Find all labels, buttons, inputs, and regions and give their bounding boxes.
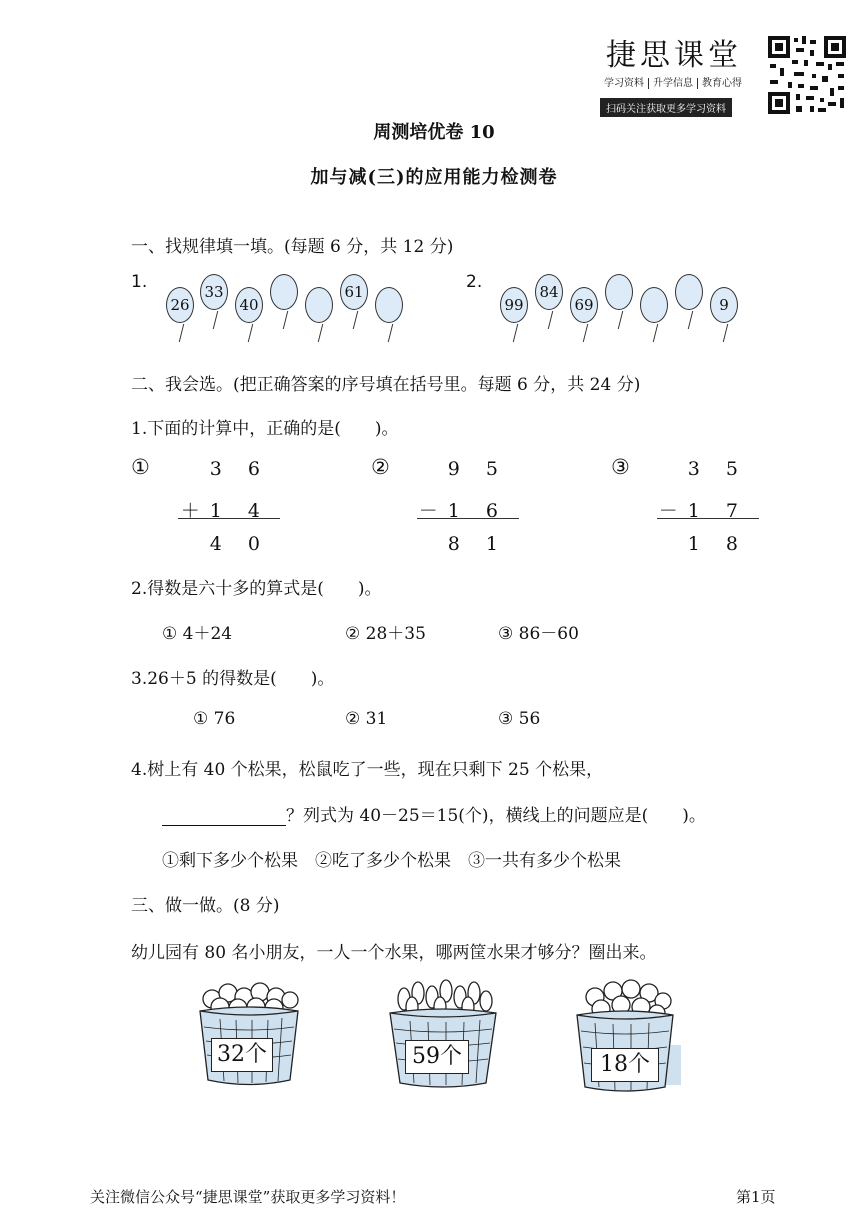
section1-heading: 一、找规律填一填。(每题 6 分，共 12 分) [131, 237, 454, 257]
section3-heading: 三、做一做。(8 分) [131, 896, 280, 916]
balloon-string [723, 324, 729, 342]
apple-basket-icon [190, 975, 308, 1095]
balloon: 61 [340, 274, 368, 310]
balloon-string [213, 311, 219, 329]
calc-mid: －1 6 [418, 500, 508, 522]
q1-label: 1. [131, 272, 148, 292]
q4-stem: 4.树上有 40 个松果，松鼠吃了一些，现在只剩下 25 个松果， [131, 760, 604, 780]
q3-stem: 3.26＋5 的得数是( )。 [131, 669, 335, 689]
logo-tags [600, 74, 746, 89]
answer-underline[interactable] [162, 808, 286, 826]
q2-option: ① 4＋24 [162, 624, 233, 644]
calc-result: 4 0 [209, 533, 270, 555]
q2-label: 2. [466, 272, 483, 292]
logo-tag: 教育心得 [702, 78, 742, 89]
page-title: 周测培优卷 10 [373, 122, 495, 143]
balloon-string [653, 324, 659, 342]
balloon: 84 [535, 274, 563, 310]
balloon-blank[interactable] [605, 274, 633, 310]
calc-mid: ＋1 4 [180, 500, 270, 522]
calc-line [178, 518, 280, 519]
calc-line [417, 518, 519, 519]
balloon-blank[interactable] [375, 287, 403, 323]
calc-mid: －1 7 [658, 500, 748, 522]
balloon-blank[interactable] [675, 274, 703, 310]
calc-line [657, 518, 759, 519]
section3-stem: 幼儿园有 80 名小朋友，一人一个水果，哪两筐水果才够分？圈出来。 [131, 943, 657, 963]
q4-line2 [162, 801, 706, 826]
qr-code-icon [766, 34, 848, 116]
balloon: 26 [166, 287, 194, 323]
balloon-string [179, 324, 185, 342]
calc-top: 3 6 [209, 458, 270, 480]
basket-label: 32个 [211, 1038, 273, 1072]
logo-tag: 升学信息 [649, 78, 698, 89]
balloon-string [548, 311, 554, 329]
balloon-string [248, 324, 254, 342]
basket-label: 59个 [405, 1040, 469, 1074]
q2-stem: 2.得数是六十多的算式是( )。 [131, 579, 382, 599]
q4-line2-text: ？列式为 40－25＝15(个)，横线上的问题应是( )。 [286, 806, 706, 826]
calc-result: 1 8 [687, 533, 748, 555]
logo-name: 捷思课堂 [606, 38, 742, 73]
page-subtitle: 加与减(三)的应用能力检测卷 [310, 167, 558, 188]
page-number: 第1页 [736, 1188, 776, 1206]
balloon: 99 [500, 287, 528, 323]
calc-top: 9 5 [447, 458, 508, 480]
q3-option: ③ 56 [498, 709, 541, 729]
balloon-blank[interactable] [640, 287, 668, 323]
option-mark: ② [371, 455, 390, 479]
q1-stem: 1.下面的计算中，正确的是( )。 [131, 419, 399, 439]
q2-option: ② 28＋35 [345, 624, 426, 644]
balloon: 33 [200, 274, 228, 310]
balloon-blank[interactable] [270, 274, 298, 310]
basket-label: 18个 [591, 1048, 659, 1082]
q3-option: ① 76 [193, 709, 236, 729]
option-mark: ① [131, 455, 150, 479]
calc-result: 8 1 [447, 533, 508, 555]
balloon: 69 [570, 287, 598, 323]
option-mark: ③ [611, 455, 630, 479]
logo-tag: 学习资料 [600, 78, 649, 89]
balloon-string [283, 311, 289, 329]
balloon: 40 [235, 287, 263, 323]
balloon-string [513, 324, 519, 342]
balloon: 9 [710, 287, 738, 323]
balloon-string [318, 324, 324, 342]
balloon-string [688, 311, 694, 329]
q4-options: ①剩下多少个松果 ②吃了多少个松果 ③一共有多少个松果 [162, 851, 621, 871]
balloon-blank[interactable] [305, 287, 333, 323]
footer-text: 关注微信公众号“捷思课堂”获取更多学习资料！ [90, 1188, 406, 1206]
logo-bar: 扫码关注获取更多学习资料 [600, 98, 732, 117]
q3-option: ② 31 [345, 709, 388, 729]
section2-heading: 二、我会选。(把正确答案的序号填在括号里。每题 6 分，共 24 分) [131, 375, 641, 395]
balloon-string [618, 311, 624, 329]
q2-option: ③ 86－60 [498, 624, 579, 644]
pear-basket-icon [384, 975, 502, 1095]
balloon-string [388, 324, 394, 342]
balloon-string [583, 324, 589, 342]
balloon-string [353, 311, 359, 329]
calc-top: 3 5 [687, 458, 748, 480]
